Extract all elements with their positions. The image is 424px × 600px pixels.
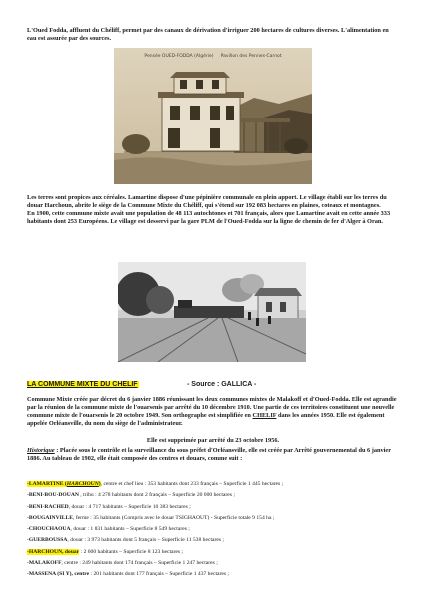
section-heading bbox=[27, 381, 399, 391]
villa-postcard-photo bbox=[114, 48, 312, 184]
list-item: -HARCHOUN, douar : 2 600 habitants – Superficie 8 123 hectares ; bbox=[27, 548, 183, 555]
douar-list bbox=[27, 479, 407, 581]
historique-paragraph: Historique : Placée sous le contrôle et la surveillance du sous préfet d'Orléansville, elle est créée par Arrêté gouvernemental du 6 janvier 1886. Au tableau de 1902, elle était composée des centres et douars, comme suit : bbox=[27, 447, 391, 462]
list-item: -CHOUCHAOUA, douar : 1 831 habitants – Superficie 8 549 hectares ; bbox=[27, 526, 190, 533]
list-item: -MALAKOFF, centre : 249 habitants dont 174 français – Superficie 1 247 hectares ; bbox=[27, 560, 218, 567]
train-station-photo bbox=[118, 262, 306, 362]
photo-caption: Pensée OUED-FODDA (Algérie) Pavillon des Pennes-Carnot bbox=[144, 54, 282, 59]
historique-label: Historique bbox=[27, 447, 55, 454]
list-item: -MASSENA (SI Y), centre : 201 habitants dont 177 français – Superficie 1 437 hectares ; bbox=[27, 571, 229, 578]
list-item: -LAMARTINE (HARCHOUN), centre et chef lieu : 353 habitants dont 233 français – Superficie 1 445 hectares ; bbox=[27, 481, 284, 487]
section-source: - Source : GALLICA - bbox=[187, 381, 257, 388]
paragraph-terres: Les terres sont propices aux céréales. Lamartine dispose d'une pépinière communale en plein apport. Le village établi sur les terres du douar Harchoun, abrite le siège de la Commune Mixte du Chéliff, qui s'étend sur 192 083 hectares en plaines, coteaux et montagnes. En 1900, cette commune mixte avait une population de 48 113 autochtones et 701 français, alors que Lamartine avait en cette année 333 habitants dont 253 Européens. Le village est desservi par la gare PLM de l'Oued-Fodda sur la ligne de chemin de fer d'Alger à Oran. bbox=[27, 194, 391, 225]
chelif-link[interactable]: CHELIF bbox=[252, 412, 277, 419]
section-title: LA COMMUNE MIXTE DU CHELIF bbox=[27, 381, 138, 388]
suppressed-line: Elle est supprimée par arrêté du 23 octobre 1956. bbox=[146, 437, 280, 444]
list-item: -GUERBOUSSA, douar : 3 973 habitants dont 5 français – Superficie 11 538 hectares ; bbox=[27, 537, 224, 544]
list-item: -BOUGAINVILLE, ferme : 35 habitants (Compris avec le douar TSIGHAOUT) - Superficie totale 9 154 ha ; bbox=[27, 514, 275, 521]
intro-paragraph: L'Oued Fodda, affluent du Chéliff, permet par des canaux de dérivation d'irriguer 200 hectares de cultures diverses. L'alimentation en eau est assurée par des sources. bbox=[27, 27, 389, 42]
paragraph-commune: Commune Mixte créée par décret du 6 janvier 1886 réunissant les deux communes mixtes de Malakoff et d'Oued-Fodda. Elle est agrandie par la réunion de la commune mixte de l'ouarsenis par arrêté du 10 décembre 1910. Une partie de ces territoires constituent une nouvelle commune mixte de l'ouarsenis le 20 octobre 1949. Son orthographe est simplifiée en CHELIF dans les années 1950. Elle est également appelée Orléansville, du nom du siège de l'administrateur. bbox=[27, 396, 397, 427]
list-item: -BENI-RACHED, douar : 4 717 habitants – Superficie 10 383 hectares ; bbox=[27, 503, 191, 510]
list-item: -BENI-BOU-DOUAN , tribu : 4 278 habitants dont 2 français – Superficie 20 000 hectares ; bbox=[27, 492, 235, 499]
